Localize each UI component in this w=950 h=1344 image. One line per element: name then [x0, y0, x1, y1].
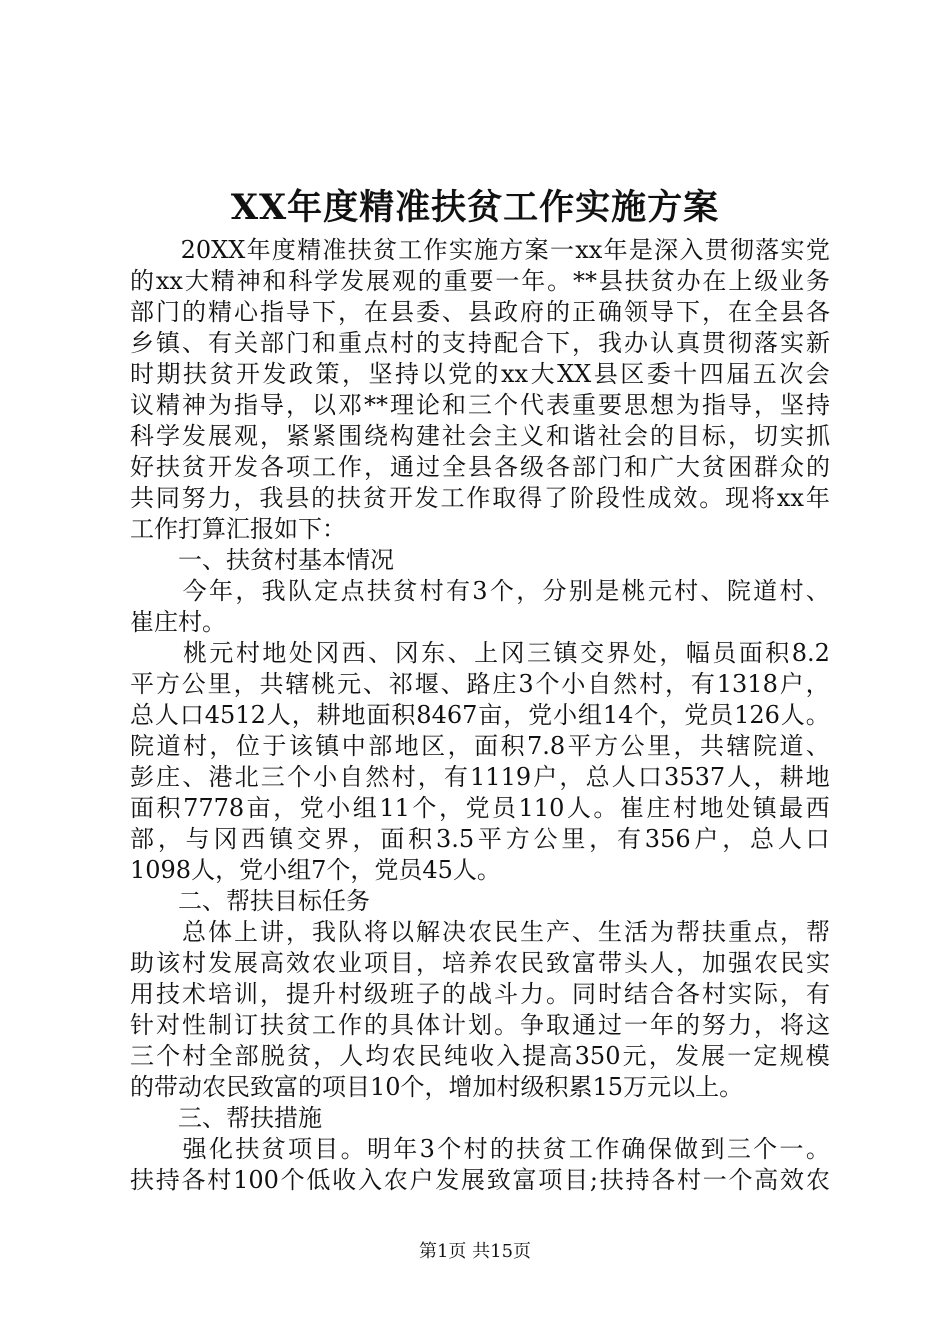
text-line: 部 ， 与 冈 西 镇 交 界 ， 面 积 3.5 平 方 公 里 ， 有 356 户 ， 总 人 口	[130, 825, 830, 853]
text-line: 桃 元 村 地 处 冈 西 、 冈 东 、 上 冈 三 镇 交 界 处 ， 幅 员 面 积 8.2	[182, 639, 830, 667]
text-line: 工作打算汇报如下：	[130, 515, 346, 543]
text-line: 的 xx 大 精 神 和 科 学 发 展 观 的 重 要 一 年 。 ** 县 扶 贫 办 在 上 级 业 务	[130, 267, 830, 295]
text-line: 三 个 村 全 部 脱 贫 ， 人 均 农 民 纯 收 入 提 高 350 元 ， 发 展 一 定 规 模	[130, 1042, 830, 1070]
text-line: 乡 镇 、 有 关 部 门 和 重 点 村 的 支 持 配 合 下 ， 我 办 认 真 贯 彻 落 实 新	[130, 329, 830, 357]
text-line: 今 年 ， 我 队 定 点 扶 贫 村 有 3 个 ， 分 别 是 桃 元 村 、 院 道 村 、	[182, 577, 830, 605]
text-line: 扶 持 各 村 100 个 低 收 入 农 户 发 展 致 富 项 目 ; 扶 持 各 村 一 个 高 效 农	[130, 1166, 830, 1194]
text-line: 部 门 的 精 心 指 导 下 ， 在 县 委 、 县 政 府 的 正 确 领 导 下 ， 在 全 县 各	[130, 298, 830, 326]
text-line: 彭 庄 、 港 北 三 个 小 自 然 村 ， 有 1119 户 ， 总 人 口 3537 人 ， 耕 地	[130, 763, 830, 791]
text-line: 崔庄村。	[130, 608, 226, 636]
text-line: 用 技 术 培 训 ， 提 升 村 级 班 子 的 战 斗 力 。 同 时 结 合 各 村 实 际 ， 有	[130, 980, 830, 1008]
text-line: 20XX 年 度 精 准 扶 贫 工 作 实 施 方 案 一 xx 年 是 深 入 贯 彻 落 实 党	[180, 236, 830, 264]
text-line: 二、帮扶目标任务	[130, 887, 370, 915]
text-line: 总 人 口 4512 人 ， 耕 地 面 积 8467 亩 ， 党 小 组 14 个 ， 党 员 126 人 。	[130, 701, 830, 729]
text-line: 1098人，党小组7个，党员45人。	[130, 856, 501, 884]
text-line: 助 该 村 发 展 高 效 农 业 项 目 ， 培 养 农 民 致 富 带 头 人 ， 加 强 农 民 实	[130, 949, 830, 977]
text-line: 院 道 村 ， 位 于 该 镇 中 部 地 区 ， 面 积 7.8 平 方 公 里 ， 共 辖 院 道 、	[130, 732, 830, 760]
text-line: 总 体 上 讲 ， 我 队 将 以 解 决 农 民 生 产 、 生 活 为 帮 扶 重 点 ， 帮	[182, 918, 830, 946]
text-line: 科 学 发 展 观 ， 紧 紧 围 绕 构 建 社 会 主 义 和 谐 社 会 的 目 标 ， 切 实 抓	[130, 422, 830, 450]
text-line: 议 精 神 为 指 导 ， 以 邓 ** 理 论 和 三 个 代 表 重 要 思 想 为 指 导 ， 坚 持	[130, 391, 830, 419]
document-body	[130, 235, 830, 1196]
text-line: 好 扶 贫 开 发 各 项 工 作 ， 通 过 全 县 各 级 各 部 门 和 广 大 贫 困 群 众 的	[130, 453, 830, 481]
text-line: 面 积 7778 亩 ， 党 小 组 11 个 ， 党 员 110 人 。 崔 庄 村 地 处 镇 最 西	[130, 794, 830, 822]
text-line: 平 方 公 里 ， 共 辖 桃 元 、 祁 堰 、 路 庄 3 个 小 自 然 村 ， 有 1318 户 ，	[130, 670, 830, 698]
text-line: 的带动农民致富的项目10个，增加村级积累15万元以上。	[130, 1073, 744, 1101]
document-title: XX年度精准扶贫工作实施方案	[230, 187, 720, 228]
text-line: 一、扶贫村基本情况	[130, 546, 394, 574]
page-footer: 第1页 共15页	[418, 1241, 532, 1262]
text-line: 时 期 扶 贫 开 发 政 策 ， 坚 持 以 党 的 xx 大 XX 县 区 委 十 四 届 五 次 会	[130, 360, 830, 388]
text-line: 三、帮扶措施	[130, 1104, 322, 1132]
text-line: 共 同 努 力 ， 我 县 的 扶 贫 开 发 工 作 取 得 了 阶 段 性 成 效 。 现 将 xx 年	[130, 484, 830, 512]
text-line: 强 化 扶 贫 项 目 。 明 年 3 个 村 的 扶 贫 工 作 确 保 做 到 三 个 一 。	[182, 1135, 830, 1163]
text-line: 针 对 性 制 订 扶 贫 工 作 的 具 体 计 划 。 争 取 通 过 一 年 的 努 力 ， 将 这	[130, 1011, 830, 1039]
